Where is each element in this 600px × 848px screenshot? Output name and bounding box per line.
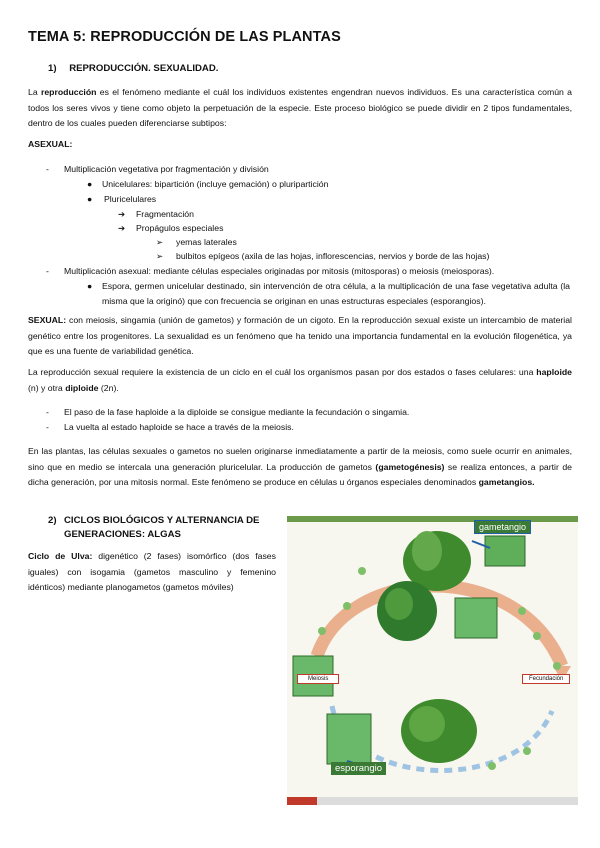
spore-dot bbox=[533, 632, 541, 640]
spore-dot bbox=[318, 627, 326, 635]
plants-bold-gametogenesis: (gametogénesis) bbox=[375, 461, 445, 472]
asexual-sub-1: Unicelulares: bipartición (incluye gemación) o pluripartición bbox=[102, 179, 329, 189]
spore-dot bbox=[343, 602, 351, 610]
spore-dot bbox=[488, 762, 496, 770]
intro-paragraph bbox=[28, 85, 572, 132]
sexual-text: con meiosis, singamia (unión de gametos) y formación de un cigoto. En la reproducción sexual existe un intercambio de material genético entre los progenitores. La sexualidad es un fenómeno que ha tenido una importancia fundamental en la evolución filogenética, ya que es una fuente de variabilidad genética. bbox=[28, 315, 572, 357]
dash-marker: - bbox=[46, 407, 49, 417]
page-title: TEMA 5: REPRODUCCIÓN DE LAS PLANTAS bbox=[28, 29, 341, 45]
fecundacion-label: Fecundación bbox=[522, 674, 570, 684]
intro-text-1: La bbox=[28, 87, 41, 97]
section-2-heading bbox=[48, 514, 273, 542]
cell-block-bottom bbox=[327, 714, 371, 764]
cycle-text-1: La reproducción sexual requiere la existencia de un ciclo en el cuál los organismos pasan por dos estados o fases celulares: una bbox=[28, 367, 537, 377]
bullet-icon: ● bbox=[87, 194, 93, 204]
plants-text-1: En las plantas, las células sexuales o gametos no suelen originarse inmediatamente a partir de la meiosis, como suele ocurrir en animales, sino que en medio se intercala una generación pluricelular. La producción de gametos bbox=[28, 446, 572, 472]
cycle-bold-haploide: haploide bbox=[536, 367, 572, 377]
asexual-sub-2: Pluricelulares bbox=[104, 194, 157, 204]
cell-block-top bbox=[485, 536, 525, 566]
esporangio-label: esporangio bbox=[331, 762, 386, 775]
sexual-label: SEXUAL: bbox=[28, 315, 67, 325]
cycle-paragraph bbox=[28, 365, 572, 396]
ulva-life-cycle-figure bbox=[287, 516, 578, 805]
bullet-icon: ● bbox=[87, 179, 93, 189]
sexual-paragraph bbox=[28, 313, 572, 360]
meiosis-label: Meiosis bbox=[297, 674, 339, 684]
cell-block-right bbox=[455, 598, 497, 638]
cycle-dash-1: El paso de la fase haploide a la diploide se consigue mediante la fecundación o singamia. bbox=[64, 407, 410, 417]
dash-marker: - bbox=[46, 422, 49, 432]
cycle-dash-2: La vuelta al estado haploide se hace a través de la meiosis. bbox=[64, 422, 294, 432]
ulva-paragraph bbox=[28, 549, 276, 596]
plants-text-2: se realiza entonces, a partir de dicha generación, por una mitosis normal. Este fenómeno se produce en células u órganos especiales denominados bbox=[28, 461, 572, 488]
triangle-bullet-icon: ➢ bbox=[156, 237, 164, 247]
cycle-bold-diploide: diploide bbox=[65, 382, 99, 393]
asexual-tri-2: bulbitos epígeos (axila de las hojas, inflorescencias, nervios y borde de las hojas) bbox=[176, 251, 490, 261]
figure-top-band bbox=[287, 516, 578, 522]
bullet-icon: ● bbox=[87, 281, 93, 291]
spore-dot bbox=[358, 567, 366, 575]
triangle-bullet-icon: ➢ bbox=[156, 251, 164, 261]
asexual-label: ASEXUAL: bbox=[28, 139, 73, 149]
spore-dot bbox=[518, 607, 526, 615]
cycle-text-3: (2n). bbox=[98, 382, 119, 393]
figure-caption-band bbox=[287, 797, 578, 805]
asexual-item-2: Multiplicación asexual: mediante células especiales originadas por mitosis (mitosporas) o meiosis (meiosporas). bbox=[64, 266, 495, 276]
ulva-thallus-highlight bbox=[385, 588, 413, 620]
spore-dot bbox=[553, 662, 561, 670]
asexual-arrow-2: Propágulos especiales bbox=[136, 223, 224, 233]
figure-caption-marker bbox=[287, 797, 317, 805]
intro-text-2: es el fenómeno mediante el cuál los individuos existentes engendran nuevos individuos. Es una característica común a todos los seres vivos y tiene como objeto la perpetuación de la especie. Este proceso biológico se puede dividir en 2 tipos fundamentales, dentro de los cuales pueden diferenciarse subtipos: bbox=[28, 87, 572, 129]
plants-paragraph bbox=[28, 444, 572, 491]
upper-cycle-arrow bbox=[317, 586, 562, 666]
asexual-tri-1: yemas laterales bbox=[176, 237, 237, 247]
dash-marker: - bbox=[46, 164, 49, 174]
section-2-number: 2) bbox=[48, 515, 57, 526]
ulva-thallus-highlight bbox=[412, 531, 442, 571]
asexual-arrow-1: Fragmentación bbox=[136, 209, 194, 219]
asexual-item-1: Multiplicación vegetativa por fragmentación y división bbox=[64, 164, 269, 174]
arrow-icon: ➔ bbox=[118, 209, 126, 219]
section-1-title: REPRODUCCIÓN. SEXUALIDAD. bbox=[69, 63, 219, 74]
spore-dot bbox=[523, 747, 531, 755]
section-1-number: 1) bbox=[48, 63, 57, 74]
cycle-text-2: (n) y otra bbox=[28, 382, 66, 393]
dash-marker: - bbox=[46, 266, 49, 276]
plants-bold-gametangios: gametangios. bbox=[478, 477, 535, 488]
intro-bold-reproduccion: reproducción bbox=[40, 87, 97, 97]
gametangio-label: gametangio bbox=[474, 520, 531, 534]
ulva-text: digenético (2 fases) isomórfico (dos fases iguales) con isogamia (gametos masculino y femenino idénticos) mediante planogametos (gametos móviles) bbox=[28, 551, 276, 593]
section-2-title: CICLOS BIOLÓGICOS Y ALTERNANCIA DE GENERACIONES: ALGAS bbox=[64, 515, 260, 540]
ulva-label: Ciclo de Ulva: bbox=[28, 551, 93, 561]
asexual-sub-3: Espora, germen unicelular destinado, sin intervención de otra célula, a la multiplicación de una fase vegetativa adulta (la misma que la originó) que con frecuencia se originan en unas estructuras especiales (esporangios). bbox=[102, 281, 570, 306]
section-1-heading bbox=[48, 63, 218, 74]
ulva-thallus-highlight bbox=[409, 706, 445, 742]
arrow-icon: ➔ bbox=[118, 223, 126, 233]
